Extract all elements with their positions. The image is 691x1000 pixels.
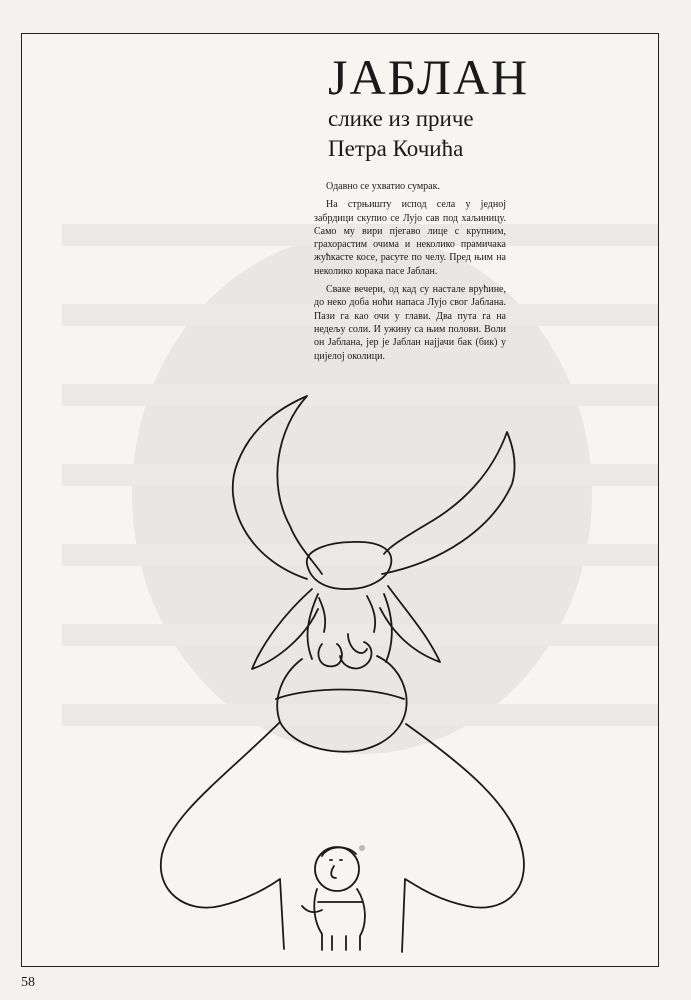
story-paragraph-3: Сваке вечери, од кад су настале врућине, до неко доба ноћи напаса Лујо свог Јаблана. Пази га као очи у глави. Два пута га на недељу соли. И ужину са њим полови. Воли он Јаблана, јер је Јаблан најјачи бак (бик) у цијелој околици. (314, 284, 506, 362)
page-frame (21, 33, 659, 967)
boy-body (314, 889, 365, 950)
boy-head (315, 847, 359, 891)
boy-face (330, 860, 342, 878)
right-eye (367, 596, 375, 632)
bull-muzzle (277, 656, 406, 752)
left-eye (319, 598, 325, 632)
muzzle-line (276, 690, 404, 699)
bull-face (307, 594, 391, 662)
nostrils (318, 634, 371, 668)
bull-and-boy-illustration (22, 34, 659, 967)
page-number: 58 (21, 975, 35, 990)
boy-arm (302, 906, 322, 912)
bull-body (161, 722, 524, 952)
subtitle-line-1: слике из приче (328, 106, 474, 131)
page-title: ЈАБЛАН (328, 49, 530, 105)
left-horn (233, 396, 322, 579)
right-horn (382, 432, 515, 574)
subtitle-line-2: Петра Кочића (328, 136, 464, 162)
boy-ear-dot (359, 845, 365, 851)
bull-forehead (307, 542, 392, 589)
story-paragraph-2: На стрњишту испод села у једној забрдици скупио се Лујо сав под хаљиницу. Само му вири пјегаво лице с крупним, грахорастим очима и неколико прамичака жућкасте косе, расуте по челу. Пред њим на неколико корака пасе Јаблан. (314, 199, 506, 277)
story-paragraph-1: Одавно се ухватио сумрак. (326, 181, 440, 192)
